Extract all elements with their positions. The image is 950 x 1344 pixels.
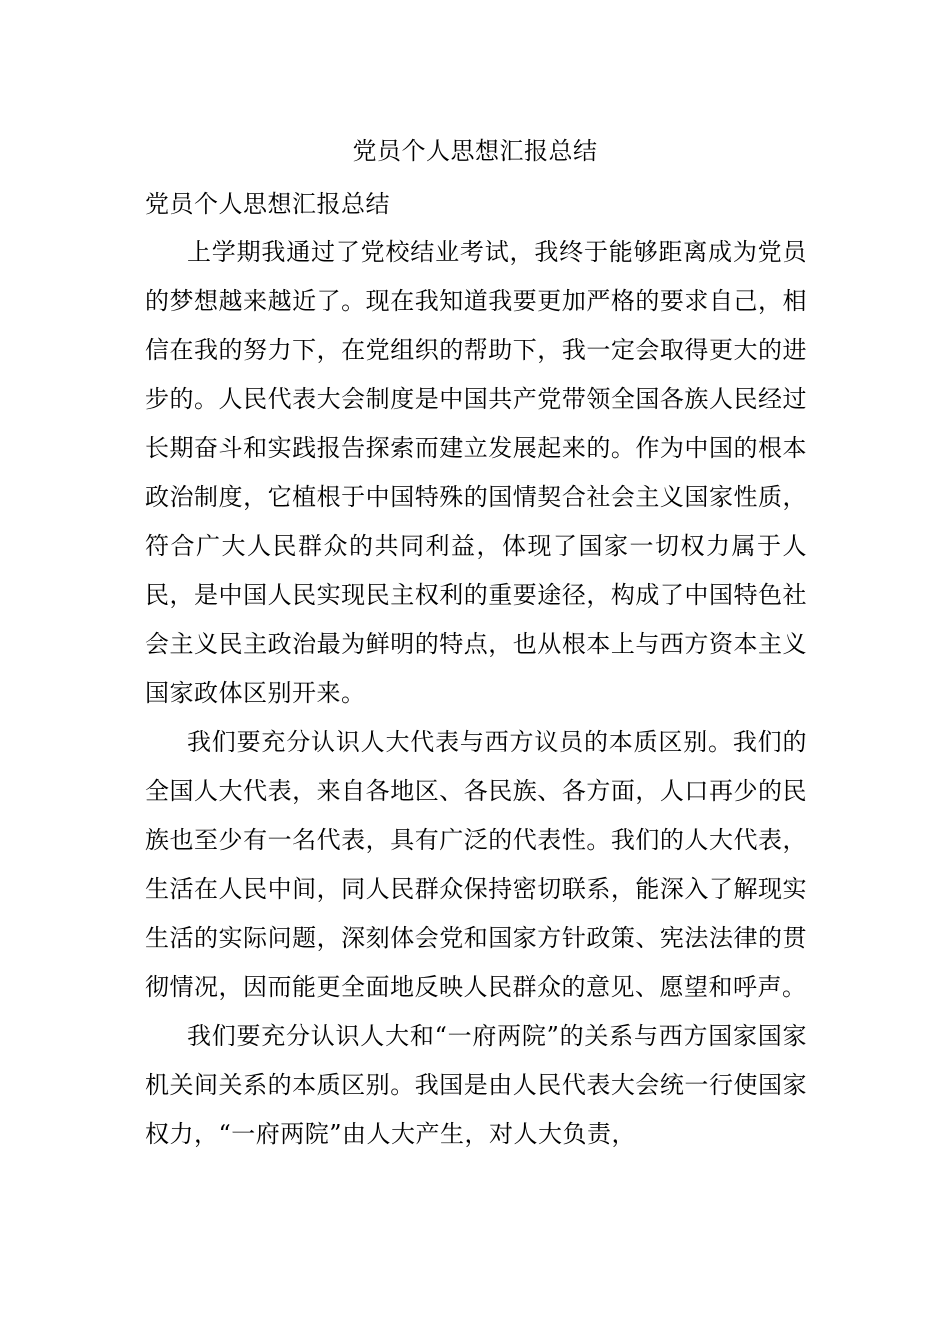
paragraph-2: 我们要充分认识人大代表与西方议员的本质区别。我们的全国人大代表，来自各地区、各民族、各方面，人口再少的民族也至少有一名代表，具有广泛的代表性。我们的人大代表，生活在人民中间，同人民群众保持密切联系，能深入了解现实生活的实际问题，深刻体会党和国家方针政策、宪法法律的贯彻情况，因而能更全面地反映人民群众的意见、愿望和呼声。 (145, 728, 807, 1001)
document-title: 党员个人思想汇报总结 (352, 137, 598, 165)
paragraph-3: 我们要充分认识人大和“一府两院”的关系与西方国家国家机关间关系的本质区别。我国是由人民代表大会统一行使国家权力，“一府两院”由人大产生，对人大负责， (145, 1022, 807, 1148)
paragraph-1: 上学期我通过了党校结业考试，我终于能够距离成为党员的梦想越来越近了。现在我知道我要更加严格的要求自己，相信在我的努力下，在党组织的帮助下，我一定会取得更大的进步的。人民代表大会制度是中国共产党带领全国各族人民经过长期奋斗和实践报告探索而建立发展起来的。作为中国的根本政治制度，它植根于中国特殊的国情契合社会主义国家性质，符合广大人民群众的共同利益，体现了国家一切权力属于人民，是中国人民实现民主权利的重要途径，构成了中国特色社会主义民主政治最为鲜明的特点，也从根本上与西方资本主义国家政体区别开来。 (145, 238, 807, 707)
document-subtitle: 党员个人思想汇报总结 (145, 190, 390, 218)
document-body (145, 180, 807, 1159)
